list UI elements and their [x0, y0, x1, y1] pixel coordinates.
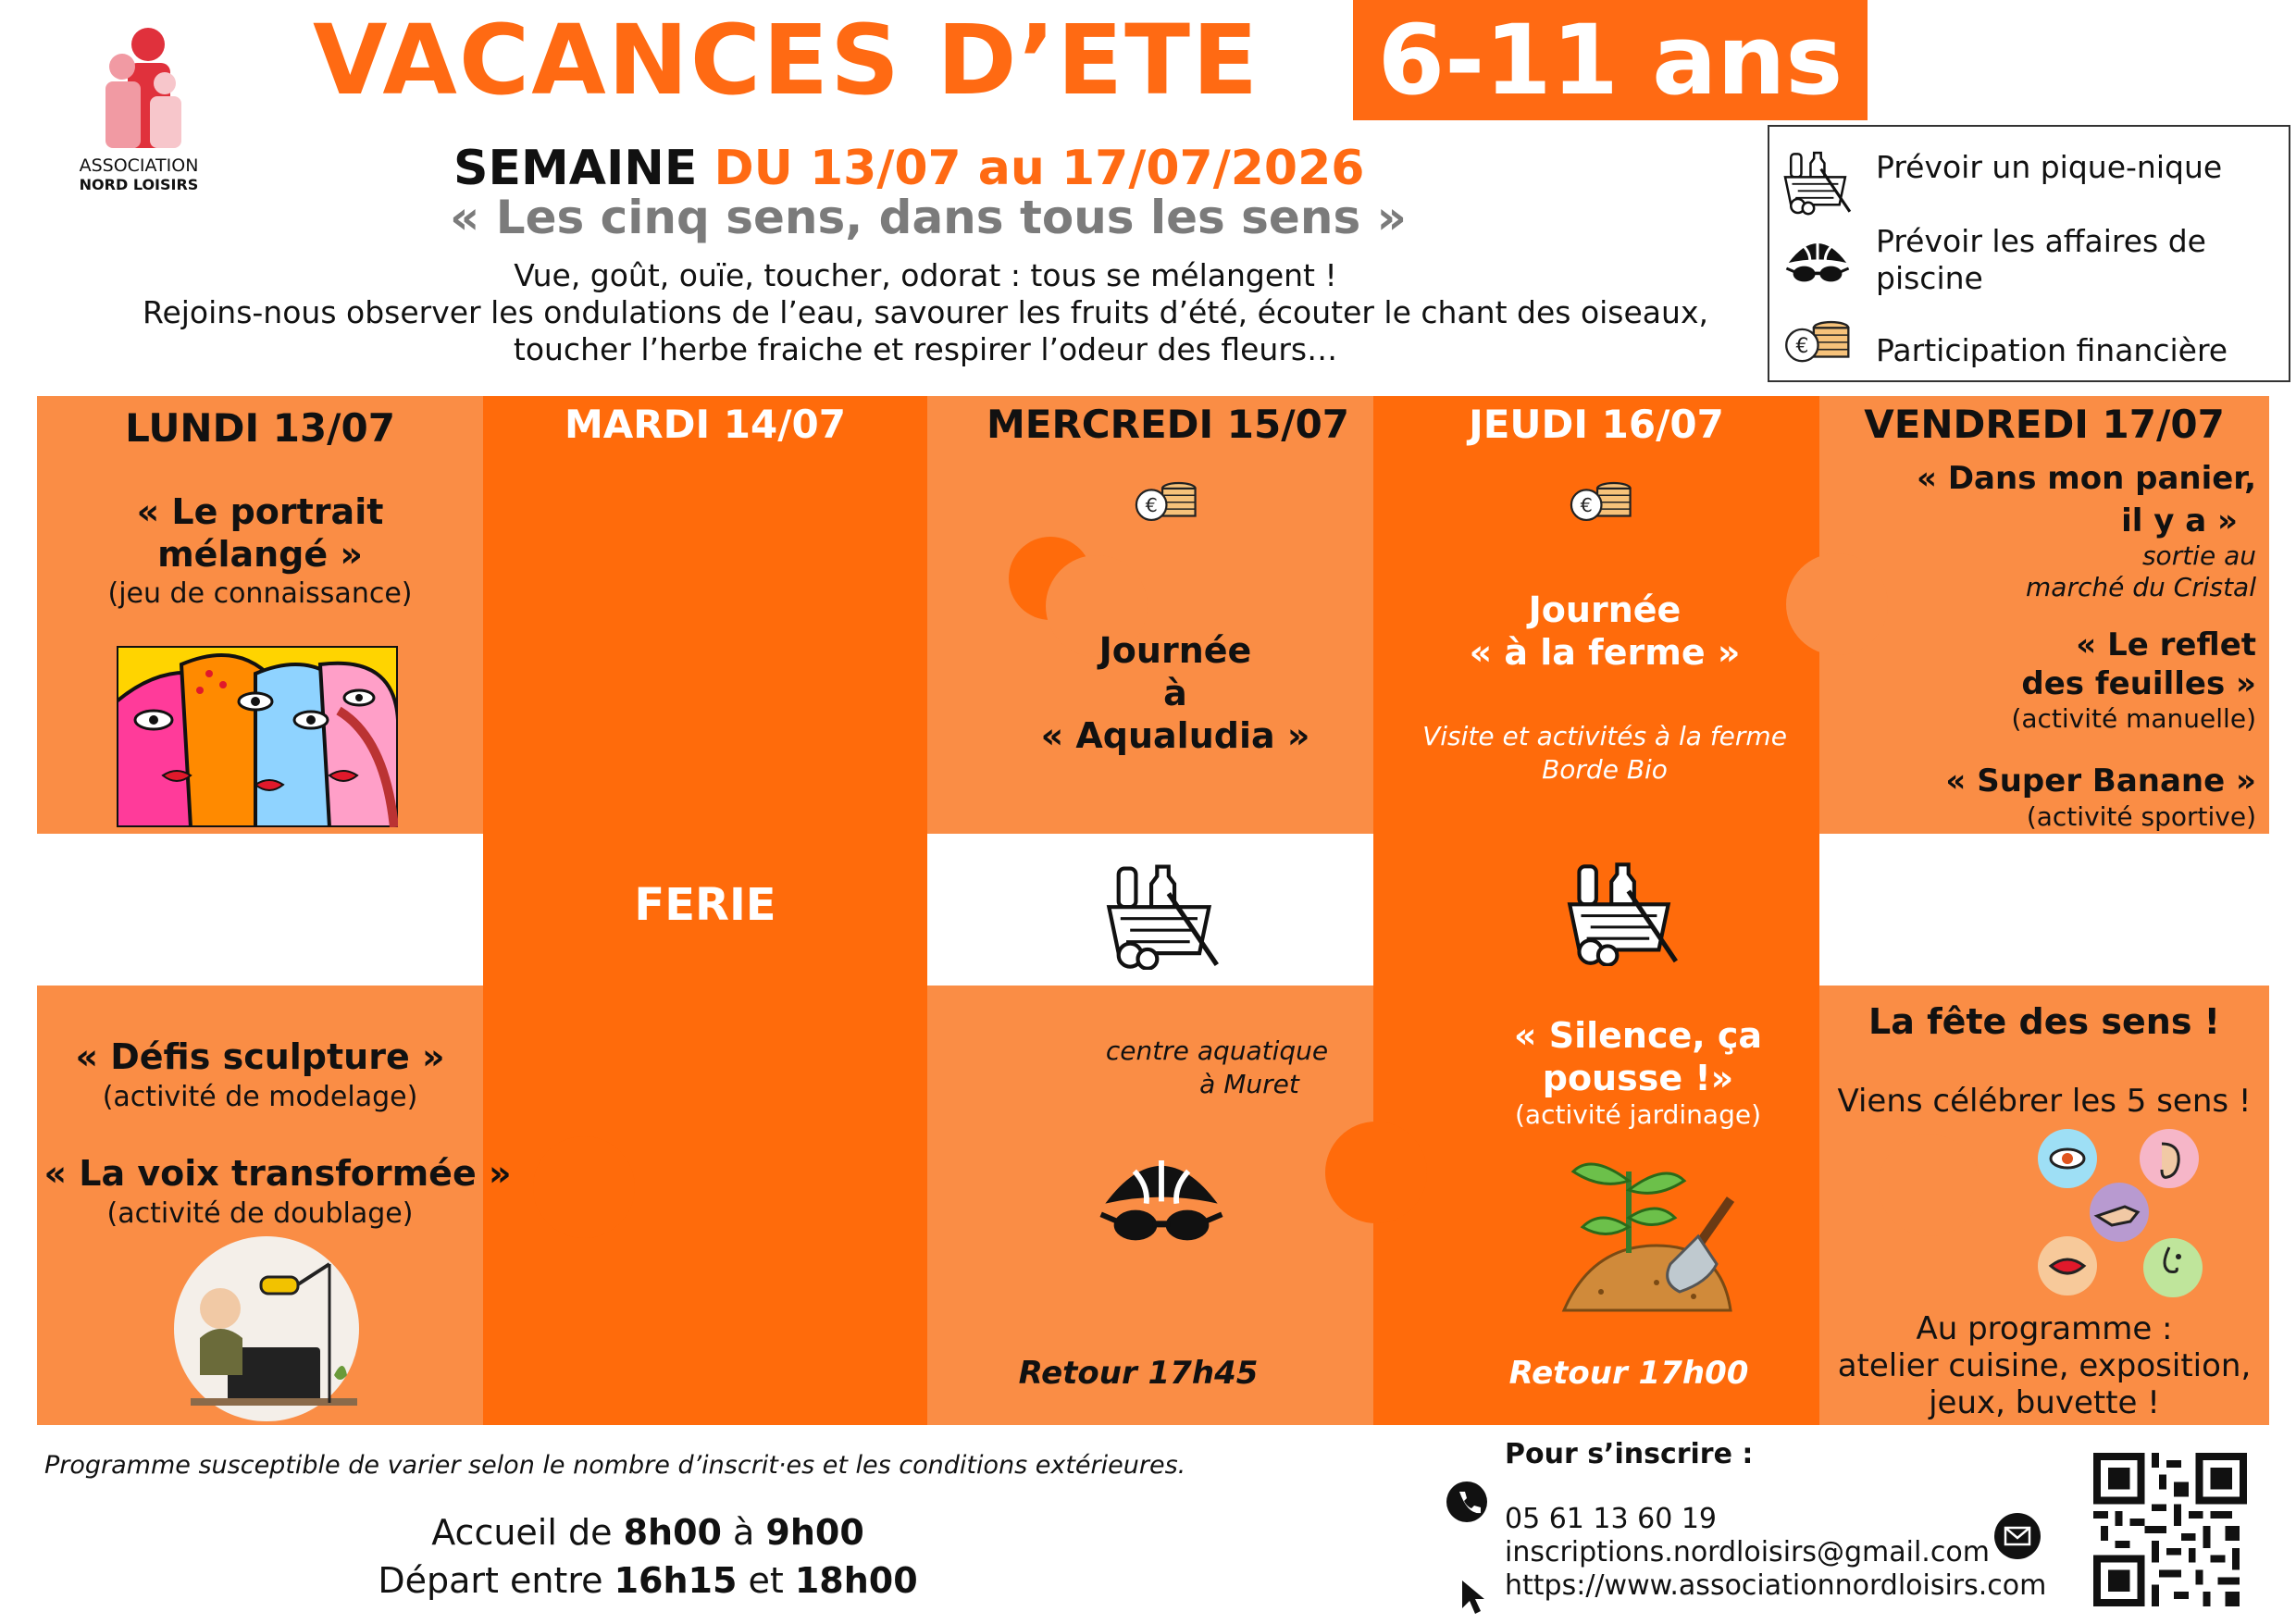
swim-cap-icon	[1784, 225, 1851, 290]
email-link[interactable]: inscriptions.nordloisirs@gmail.com	[1505, 1536, 1990, 1568]
thursday-return: Retour 17h00	[1508, 1355, 1749, 1392]
age-badge: 6-11 ans	[1353, 0, 1868, 120]
coins-icon	[1566, 474, 1634, 524]
picnic-icon	[1562, 857, 1681, 966]
thursday-description	[1373, 720, 1836, 787]
friday-activity-3-title: « Super Banane »	[1945, 762, 2256, 800]
legend-pool-line-2: piscine	[1876, 260, 1983, 296]
puzzle-knob	[1879, 1134, 1980, 1236]
phone-number[interactable]: 05 61 13 60 19	[1505, 1503, 1718, 1535]
wednesday-place-line-1: centre aquatique	[1105, 1035, 1329, 1066]
thursday-pm-title-line-1: « Silence, ça	[1513, 1015, 1763, 1056]
thursday-pm-title-line-2: pousse !»	[1542, 1058, 1734, 1098]
monday-am-title-line-1: « Le portrait	[136, 491, 384, 532]
intro-line-3: toucher l’herbe fraiche et respirer l’odeur des fleurs…	[513, 331, 1338, 367]
theme-title: « Les cinq sens, dans tous les sens »	[450, 191, 1407, 244]
departure-prefix: Départ entre	[378, 1560, 614, 1601]
welcome-from: 8h00	[623, 1512, 722, 1553]
thursday-title-line-1: Journée	[1528, 589, 1682, 630]
thursday-title-line-2: « à la ferme »	[1469, 632, 1741, 673]
friday-activity-1-subtitle-line-2: marché du Cristal	[2026, 572, 2256, 602]
monday-pm-title-2: « La voix transformée »	[43, 1153, 512, 1194]
monday-pm-title-1: « Défis sculpture »	[75, 1036, 445, 1077]
thursday-pm-subtitle: (activité jardinage)	[1514, 1099, 1762, 1130]
friday-activity-3-subtitle: (activité sportive)	[2026, 801, 2256, 832]
email-icon	[1993, 1512, 2042, 1560]
day-header-monday: LUNDI 13/07	[125, 405, 395, 451]
thursday-description-line-1: Visite et activités à la ferme	[1422, 721, 1787, 751]
day-header-thursday: JEUDI 16/07	[1469, 402, 1724, 447]
monday-am-title	[37, 490, 483, 576]
day-header-wednesday: MERCREDI 15/07	[986, 402, 1350, 447]
portrait-illustration	[117, 646, 398, 827]
intro-line-1: Vue, goût, ouïe, toucher, odorat : tous se mélangent !	[514, 257, 1337, 293]
week-label: SEMAINE	[453, 141, 698, 196]
departure-separator: et	[737, 1560, 795, 1601]
dubbing-illustration	[172, 1236, 361, 1421]
friday-activity-2-subtitle: (activité manuelle)	[2011, 703, 2256, 734]
wednesday-return: Retour 17h45	[1018, 1355, 1259, 1392]
intro-line-2: Rejoins-nous observer les ondulations de l’eau, savourer les fruits d’été, écouter le chant des oiseaux,	[143, 294, 1708, 330]
day-header-tuesday: MARDI 14/07	[565, 402, 846, 447]
legend-fee: Participation financière	[1876, 332, 2228, 368]
friday-activity-1-subtitle-line-1: sortie au	[2141, 540, 2256, 571]
day-header-friday: VENDREDI 17/07	[1864, 402, 2225, 447]
page-title: VACANCES D’ETE	[313, 4, 1260, 117]
welcome-prefix: Accueil de	[431, 1512, 624, 1553]
logo-line-1: ASSOCIATION	[79, 155, 199, 176]
qr-code[interactable]	[2093, 1453, 2247, 1606]
monday-pm-subtitle-1: (activité de modelage)	[102, 1081, 418, 1113]
welcome-to: 9h00	[765, 1512, 864, 1553]
friday-pm-program	[1819, 1310, 2269, 1421]
week-line	[453, 141, 1364, 196]
wednesday-title-line-3: « Aqualudia »	[1040, 715, 1310, 756]
logo-line-2: NORD LOISIRS	[79, 176, 199, 193]
picnic-icon	[1101, 859, 1222, 970]
intro-text	[93, 257, 1758, 368]
gardening-icon	[1555, 1144, 1758, 1320]
thursday-description-line-2: Borde Bio	[1542, 754, 1668, 785]
welcome-hours	[278, 1508, 1018, 1556]
week-dates: DU 13/07 au 17/07/2026	[714, 141, 1365, 196]
departure-hours	[278, 1556, 1018, 1605]
thursday-title	[1373, 589, 1836, 674]
wednesday-title	[999, 629, 1351, 757]
signup-title: Pour s’inscrire :	[1505, 1438, 1754, 1470]
website-link[interactable]: https://www.associationnordloisirs.com	[1505, 1569, 2047, 1602]
monday-am-subtitle: (jeu de connaissance)	[107, 577, 413, 610]
puzzle-knob	[1325, 1122, 1427, 1223]
friday-activity-2-title	[1819, 626, 2256, 703]
friday-activity-1-subtitle	[1819, 540, 2256, 603]
thursday-pm-title	[1407, 1014, 1869, 1099]
legend-box	[1768, 125, 2290, 382]
tuesday-holiday: FERIE	[634, 879, 776, 931]
wednesday-title-line-1: Journée	[1098, 630, 1252, 671]
welcome-separator: à	[721, 1512, 766, 1553]
coins-icon	[1131, 474, 1199, 524]
friday-pm-program-line-2: atelier cuisine, exposition,	[1837, 1347, 2252, 1384]
friday-pm-program-line-1: Au programme :	[1916, 1310, 2173, 1347]
friday-activity-2-title-line-1: « Le reflet	[2076, 626, 2256, 663]
legend-picnic: Prévoir un pique-nique	[1876, 149, 2223, 185]
wednesday-place	[1092, 1035, 1342, 1101]
departure-to: 18h00	[794, 1560, 918, 1601]
puzzle-knob	[533, 1136, 635, 1238]
friday-activity-1-title	[1819, 457, 2256, 542]
phone-icon	[1446, 1481, 1488, 1523]
friday-pm-title: La fête des sens !	[1868, 1001, 2220, 1042]
logo-figures-icon	[56, 19, 222, 148]
wednesday-place-line-2: à Muret	[1199, 1069, 1299, 1099]
schedule-info	[278, 1508, 1018, 1605]
wednesday-am-tile	[927, 396, 1373, 834]
coins-icon	[1781, 312, 1853, 366]
friday-activity-1-title-line-2: il y a »	[2121, 502, 2238, 539]
monday-pm-subtitle-2: (activité de doublage)	[106, 1197, 414, 1230]
friday-activity-1-title-line-1: « Dans mon panier,	[1917, 460, 2256, 497]
cursor-icon	[1458, 1579, 1488, 1616]
friday-activity-2-title-line-2: des feuilles »	[2021, 665, 2256, 702]
friday-pm-program-line-3: jeux, buvette !	[1929, 1384, 2160, 1421]
five-senses-icon	[2032, 1127, 2217, 1303]
legend-pool	[1876, 223, 2206, 297]
picnic-icon	[1781, 145, 1853, 217]
legend-pool-line-1: Prévoir les affaires de	[1876, 223, 2206, 259]
wednesday-title-line-2: à	[1163, 673, 1187, 713]
association-logo	[56, 19, 222, 204]
monday-am-title-line-2: mélangé »	[157, 534, 363, 575]
swim-cap-icon	[1097, 1138, 1226, 1247]
disclaimer: Programme susceptible de varier selon le nombre d’inscrit·es et les conditions extérieures.	[44, 1451, 1186, 1480]
friday-pm-subtitle: Viens célébrer les 5 sens !	[1837, 1083, 2252, 1120]
departure-from: 16h15	[614, 1560, 738, 1601]
